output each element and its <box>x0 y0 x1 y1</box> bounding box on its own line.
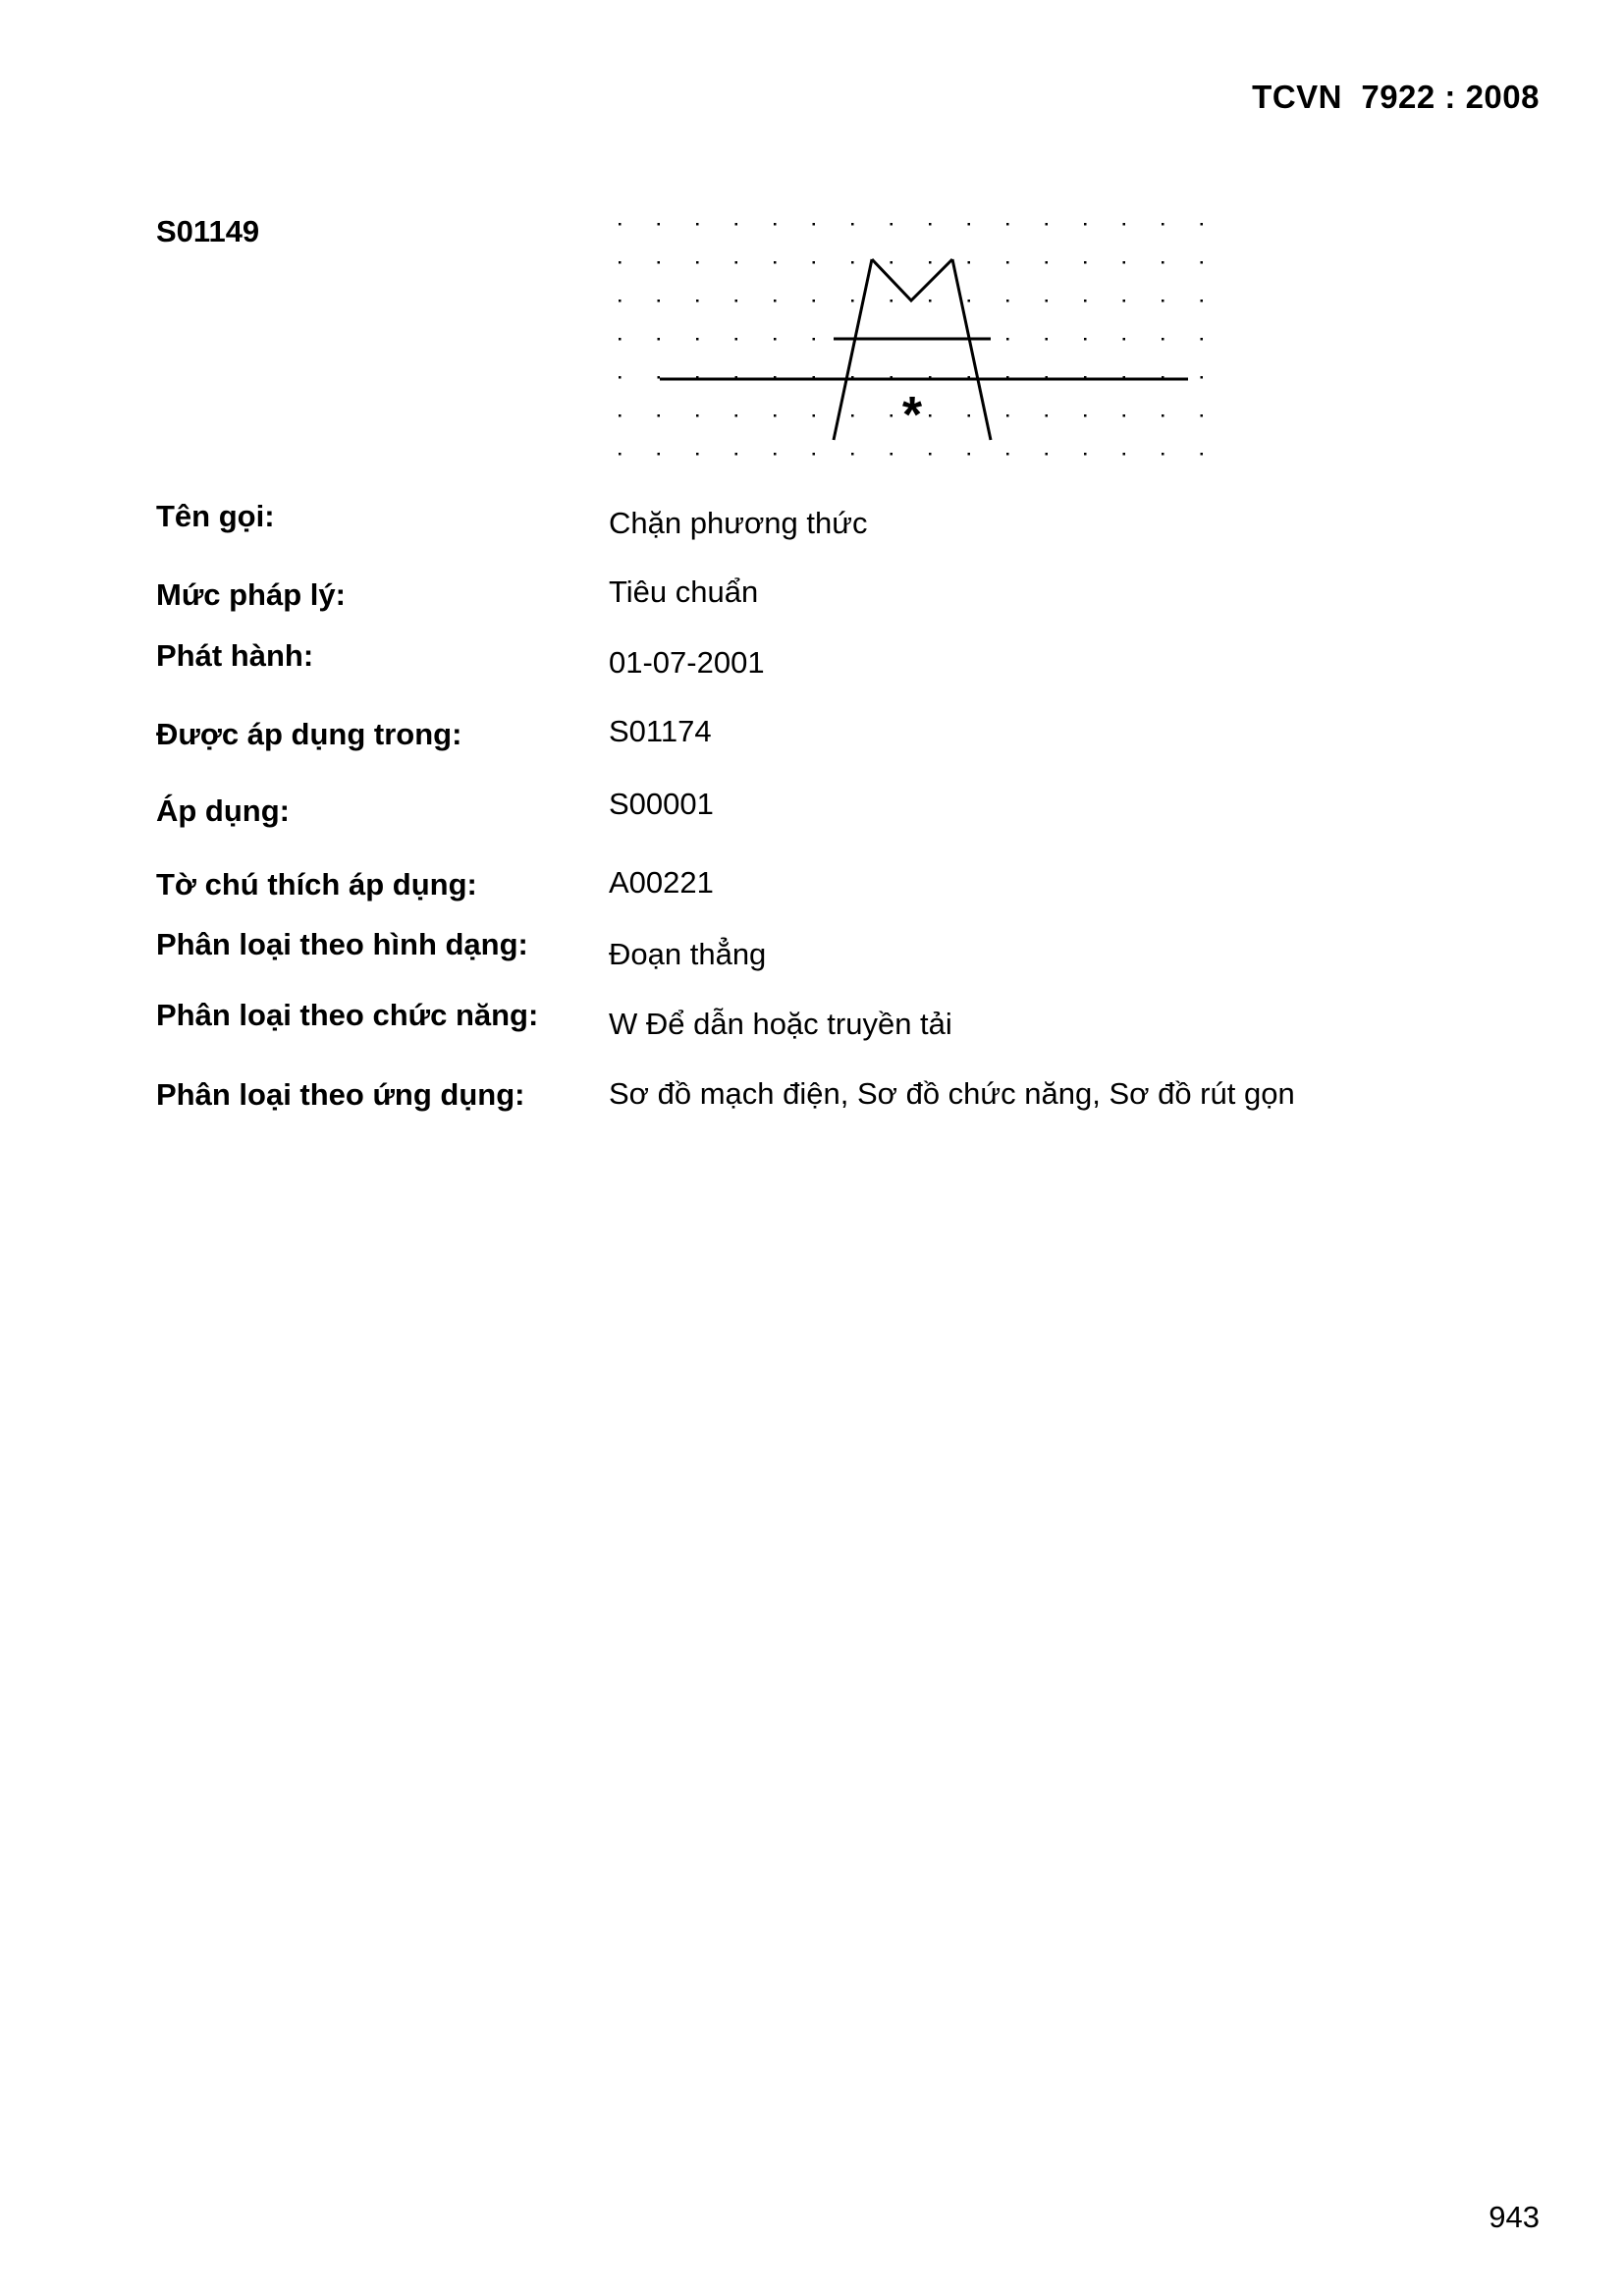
grid-dot <box>619 300 622 302</box>
grid-dot <box>658 453 661 456</box>
grid-dot <box>813 338 816 341</box>
grid-dot <box>1201 376 1204 379</box>
asterisk-mark: * <box>901 387 923 444</box>
grid-dot <box>1084 261 1087 264</box>
grid-dot <box>619 453 622 456</box>
grid-dot <box>774 414 777 417</box>
grid-dot <box>735 223 738 226</box>
prop-value-applies: S00001 <box>609 787 714 821</box>
grid-dot <box>968 453 971 456</box>
grid-dot <box>968 300 971 302</box>
grid-dot <box>735 261 738 264</box>
prop-value-released: 01-07-2001 <box>609 645 765 680</box>
grid-dot <box>929 414 932 417</box>
grid-dot <box>696 453 699 456</box>
grid-dot <box>1006 414 1009 417</box>
grid-dot <box>1162 261 1164 264</box>
grid-dot <box>696 338 699 341</box>
grid-dot <box>1084 300 1087 302</box>
grid-dot <box>658 300 661 302</box>
grid-dot <box>851 261 854 264</box>
grid-dot <box>1006 453 1009 456</box>
grid-dot <box>774 223 777 226</box>
grid-dot <box>658 223 661 226</box>
grid-dot <box>851 223 854 226</box>
grid-dot <box>968 223 971 226</box>
symbol-m-peak <box>872 259 952 301</box>
symbol-code: S01149 <box>156 214 260 248</box>
grid-dot <box>891 414 893 417</box>
prop-value-shape-class: Đoạn thẳng <box>609 937 767 971</box>
prop-label-application-class: Phân loại theo ứng dụng: <box>156 1077 525 1112</box>
prop-label-released: Phát hành: <box>156 638 314 673</box>
symbol-left-leg <box>834 259 872 440</box>
grid-dot <box>1123 338 1126 341</box>
prop-label-annotation-sheet: Tờ chú thích áp dụng: <box>156 867 477 902</box>
grid-dot <box>1084 453 1087 456</box>
grid-dot <box>1123 414 1126 417</box>
prop-value-application-class: Sơ đồ mạch điện, Sơ đồ chức năng, Sơ đồ rút gọn <box>609 1076 1295 1111</box>
grid-dot <box>1123 261 1126 264</box>
grid-dot <box>696 261 699 264</box>
prop-value-legal-level: Tiêu chuẩn <box>609 574 759 609</box>
grid-dot <box>968 261 971 264</box>
grid-dot <box>619 414 622 417</box>
prop-value-applied-in: S01174 <box>609 714 712 748</box>
grid-dot <box>813 300 816 302</box>
symbol-right-leg <box>952 259 991 440</box>
grid-dot <box>658 414 661 417</box>
symbol-strokes <box>660 259 1188 440</box>
grid-dot <box>1046 300 1049 302</box>
prop-value-annotation-sheet: A00221 <box>609 865 714 900</box>
grid-dot <box>1201 223 1204 226</box>
grid-dot <box>619 261 622 264</box>
grid-dot <box>1006 223 1009 226</box>
grid-dot <box>851 414 854 417</box>
grid-dot <box>1084 223 1087 226</box>
grid-dot <box>851 453 854 456</box>
grid-dot <box>851 300 854 302</box>
grid-dot <box>813 414 816 417</box>
grid-dot <box>891 453 893 456</box>
grid-dot <box>619 223 622 226</box>
grid-dot <box>1123 223 1126 226</box>
grid-dot <box>929 453 932 456</box>
grid-dot <box>774 261 777 264</box>
prop-label-shape-class: Phân loại theo hình dạng: <box>156 927 528 961</box>
prop-value-function-class: W Để dẫn hoặc truyền tải <box>609 1007 952 1041</box>
grid-dot <box>813 223 816 226</box>
grid-dot <box>929 300 932 302</box>
grid-dot <box>735 453 738 456</box>
grid-dot <box>891 261 893 264</box>
grid-dot <box>1201 261 1204 264</box>
prop-label-applies: Áp dụng: <box>156 793 291 828</box>
prop-label-applied-in: Được áp dụng trong: <box>156 717 462 751</box>
grid-dot <box>1046 261 1049 264</box>
grid-dot <box>658 261 661 264</box>
prop-label-name: Tên gọi: <box>156 499 275 533</box>
grid-dot <box>1006 338 1009 341</box>
grid-dot <box>1201 300 1204 302</box>
grid-dot <box>1201 453 1204 456</box>
grid-dot <box>891 223 893 226</box>
grid-dot <box>735 414 738 417</box>
grid-dot <box>813 261 816 264</box>
grid-dot <box>658 338 661 341</box>
grid-dot <box>696 414 699 417</box>
grid-dot <box>696 223 699 226</box>
grid-dot <box>1201 338 1204 341</box>
symbol-figure <box>604 204 1218 469</box>
grid-dot <box>1162 453 1164 456</box>
grid-dot <box>774 300 777 302</box>
grid-dot <box>619 376 622 379</box>
prop-value-name: Chặn phương thức <box>609 506 868 540</box>
grid-dot <box>1046 223 1049 226</box>
grid-dot <box>1006 261 1009 264</box>
grid-dot <box>696 300 699 302</box>
prop-label-legal-level: Mức pháp lý: <box>156 577 346 612</box>
standard-number: TCVN 7922 : 2008 <box>1252 79 1540 115</box>
grid-dot <box>1162 338 1164 341</box>
prop-label-function-class: Phân loại theo chức năng: <box>156 998 539 1032</box>
grid-dot <box>774 453 777 456</box>
grid-dot <box>891 300 893 302</box>
grid-dot <box>968 414 971 417</box>
grid-dot <box>735 300 738 302</box>
grid-dot <box>1201 414 1204 417</box>
grid-dot <box>1084 338 1087 341</box>
grid-dot <box>1123 300 1126 302</box>
grid-dot <box>658 376 661 379</box>
grid-dot <box>929 223 932 226</box>
grid-dot <box>1006 300 1009 302</box>
grid-dot <box>619 338 622 341</box>
grid-dot <box>774 338 777 341</box>
grid-dot <box>1046 414 1049 417</box>
grid-dot <box>929 261 932 264</box>
grid-dot <box>1162 300 1164 302</box>
grid-dot <box>1123 453 1126 456</box>
grid-dot <box>1162 223 1164 226</box>
grid-dot <box>1046 453 1049 456</box>
grid-dot <box>1162 414 1164 417</box>
grid-dot <box>813 453 816 456</box>
grid-dot <box>1046 338 1049 341</box>
grid-dot <box>1084 414 1087 417</box>
page-number: 943 <box>1489 2200 1540 2234</box>
grid-dot <box>735 338 738 341</box>
